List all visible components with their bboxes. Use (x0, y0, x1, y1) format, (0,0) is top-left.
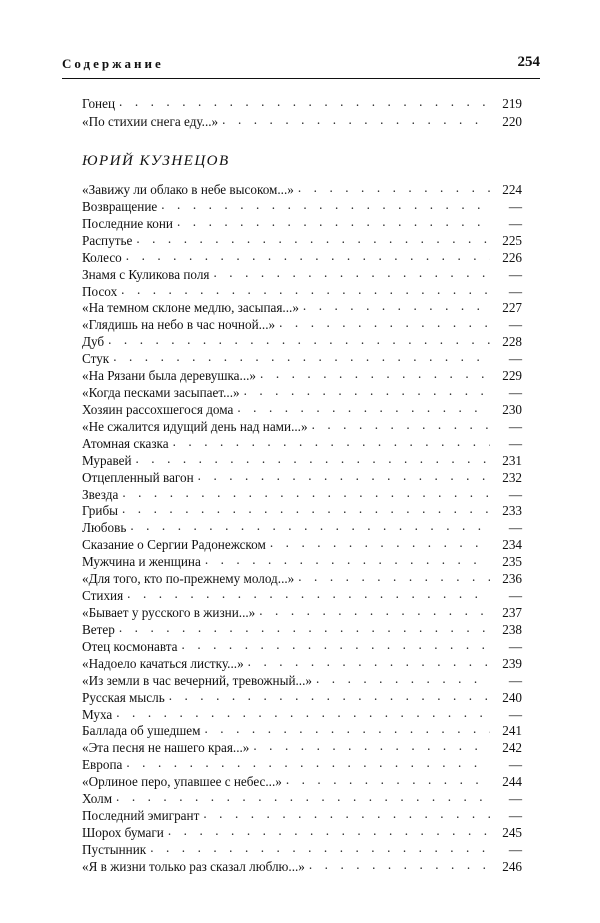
toc-entry-title: Атомная сказка (82, 435, 169, 451)
toc-entry (82, 858, 522, 875)
page-header (62, 54, 540, 79)
toc-entry-title: Муха (82, 706, 113, 722)
toc-entry-title: «Глядишь на небо в час ночной...» (82, 317, 276, 333)
toc-entry-title: Звезда (82, 486, 119, 502)
dot-leader (286, 771, 490, 788)
toc-entry-page: 244 (502, 774, 522, 790)
toc-entry-title: «На темном склоне медлю, засыпая...» (82, 300, 299, 316)
toc-entry-page: — (508, 520, 522, 536)
toc-entry-page: 241 (502, 723, 522, 739)
toc-entry-title: Посох (82, 283, 118, 299)
toc-entry-page: — (508, 486, 522, 502)
toc-entry-title: Мужчина и женщина (82, 554, 201, 570)
dot-leader (136, 450, 491, 467)
dot-leader (309, 856, 490, 873)
toc-entry-page: 219 (502, 96, 522, 111)
toc-entry-title: Грибы (82, 503, 119, 519)
toc-entry-title: Отцепленный вагон (82, 469, 194, 485)
toc-entry-title: «Из земли в час вечерний, тревожный...» (82, 672, 312, 688)
toc-entry-page: — (508, 435, 522, 451)
toc-entry-page: 220 (502, 113, 522, 129)
toc-entry-title: «Бывает у русского в жизни...» (82, 605, 256, 620)
toc-entry-page: — (508, 808, 522, 824)
toc-entry-page: 224 (502, 182, 522, 197)
toc-entry-title: Пустынник (82, 841, 147, 857)
toc-entry-title: «Не сжалится идущий день над нами...» (82, 418, 308, 434)
toc-entry-title: Холм (82, 791, 113, 807)
toc-entry-page: 239 (502, 655, 522, 671)
dot-leader (279, 314, 490, 331)
toc-entry-title: «Я в жизни только раз сказал люблю...» (82, 858, 305, 874)
toc-entry-page: — (508, 706, 522, 722)
dot-leader (198, 467, 490, 484)
author-heading: ЮРИЙ КУЗНЕЦОВ (82, 153, 230, 169)
dot-leader (113, 348, 490, 365)
dot-leader (161, 196, 490, 213)
toc-entry-title: Хозяин рассохшегося дома (82, 401, 234, 417)
toc-entry-title: Распутье (82, 232, 133, 248)
dot-leader (260, 365, 490, 382)
toc-entry-page: 235 (502, 554, 522, 570)
toc-entry-page: — (508, 283, 522, 299)
dot-leader (168, 822, 490, 839)
toc-entry-page: — (508, 672, 522, 688)
toc-entry-title: Последние кони (82, 215, 173, 231)
toc-entry-page: — (508, 791, 522, 807)
dot-leader (222, 111, 490, 128)
toc-entry-page: 225 (502, 232, 522, 248)
toc-entry-page: 236 (502, 571, 522, 587)
toc-entry-title: Отец космонавта (82, 638, 178, 654)
toc-entry-title: Сказание о Сергии Радонежском (82, 537, 266, 553)
toc-entry-title: «Надоело качаться листку...» (82, 655, 244, 671)
dot-leader (122, 500, 490, 517)
toc-entry-title: Знамя с Куликова поля (82, 266, 210, 282)
dot-leader (173, 433, 490, 450)
dot-leader (108, 331, 490, 348)
dot-leader (237, 399, 490, 416)
toc-entry-page: 242 (502, 740, 522, 756)
toc-entry-page: 245 (502, 824, 522, 840)
dot-leader (303, 297, 490, 314)
toc-entry-page: 238 (502, 621, 522, 637)
dot-leader (253, 737, 490, 754)
toc-entry-page: 228 (502, 334, 522, 350)
dot-leader (298, 568, 490, 585)
dot-leader (203, 805, 490, 822)
toc-entry-page: — (508, 351, 522, 367)
toc-entry (82, 113, 522, 130)
toc-entry-page: — (508, 198, 522, 214)
dot-leader (127, 585, 490, 602)
toc-entry-page: 230 (502, 401, 522, 417)
toc-entry-title: «Эта песня не нашего края...» (82, 740, 250, 756)
toc-entry-title: Европа (82, 757, 123, 773)
dot-leader (122, 484, 490, 501)
toc-entry-page: 233 (502, 503, 522, 519)
toc-entry-title: Последний эмигрант (82, 808, 200, 824)
toc-entry-page: — (508, 588, 522, 604)
toc-entry-page: 240 (502, 689, 522, 705)
toc-entry-page: — (508, 418, 522, 434)
toc-entry-title: Колесо (82, 249, 122, 265)
toc-entry-title: «Для того, кто по-прежнему молод...» (82, 571, 295, 587)
toc-entry-title: Баллада об ушедшем (82, 723, 201, 739)
toc-entry-title: Стук (82, 351, 110, 367)
toc-entry-title: «Когда песками засыпает...» (82, 385, 240, 401)
page-number: 254 (517, 54, 540, 70)
dot-leader (130, 517, 490, 534)
dot-leader (116, 788, 490, 805)
dot-leader (116, 704, 490, 721)
toc-entry-page: — (508, 266, 522, 282)
toc-entry-title: Гонец (82, 96, 116, 111)
toc-entry-title: «Завижу ли облако в небе высоком...» (82, 182, 294, 197)
dot-leader (214, 264, 491, 281)
toc-entry-page: — (508, 757, 522, 773)
dot-leader (126, 247, 490, 264)
dot-leader (248, 653, 490, 670)
dot-leader (150, 839, 490, 856)
dot-leader (119, 619, 490, 636)
dot-leader (259, 602, 490, 619)
dot-leader (270, 534, 490, 551)
dot-leader (205, 551, 490, 568)
toc-entry-title: Стихия (82, 588, 124, 604)
toc-entry-page: — (508, 638, 522, 654)
dot-leader (121, 281, 490, 298)
toc-entry-title: Русская мысль (82, 689, 165, 705)
toc-entry-page: 237 (502, 605, 522, 620)
dot-leader (244, 382, 490, 399)
dot-leader (316, 670, 490, 687)
dot-leader (205, 720, 490, 737)
toc-entry-title: Дуб (82, 334, 105, 350)
toc-entry-page: 246 (502, 858, 522, 874)
toc-entry-page: 232 (502, 469, 522, 485)
dot-leader (177, 213, 490, 230)
toc-entry-title: Любовь (82, 520, 127, 536)
toc-entry-page: — (508, 385, 522, 401)
dot-leader (126, 754, 490, 771)
toc-entry-title: «Орлиное перо, упавшее с небес...» (82, 774, 282, 790)
toc-entry-title: Шорох бумаги (82, 824, 164, 840)
toc-entry-page: — (508, 841, 522, 857)
toc-entry-page: 227 (502, 300, 522, 316)
running-title: Содержание (62, 56, 164, 71)
dot-leader (136, 230, 490, 247)
toc-entry-title: «По стихии снега еду...» (82, 113, 219, 129)
toc-entry-page: — (508, 317, 522, 333)
toc-entry-page: 229 (502, 368, 522, 384)
dot-leader (298, 179, 490, 196)
toc-entry-page: — (508, 215, 522, 231)
toc-entry-title: «На Рязани была деревушка...» (82, 368, 257, 384)
toc-entry-title: Муравей (82, 452, 132, 468)
dot-leader (169, 687, 490, 704)
dot-leader (119, 93, 490, 110)
toc-entry-title: Возвращение (82, 198, 158, 214)
toc-entry-title: Ветер (82, 621, 115, 637)
dot-leader (312, 416, 490, 433)
toc-entry-page: 234 (502, 537, 522, 553)
dot-leader (182, 636, 490, 653)
toc-entry-page: 226 (502, 249, 522, 265)
toc-entry-page: 231 (502, 452, 522, 468)
toc-entry (82, 95, 522, 112)
